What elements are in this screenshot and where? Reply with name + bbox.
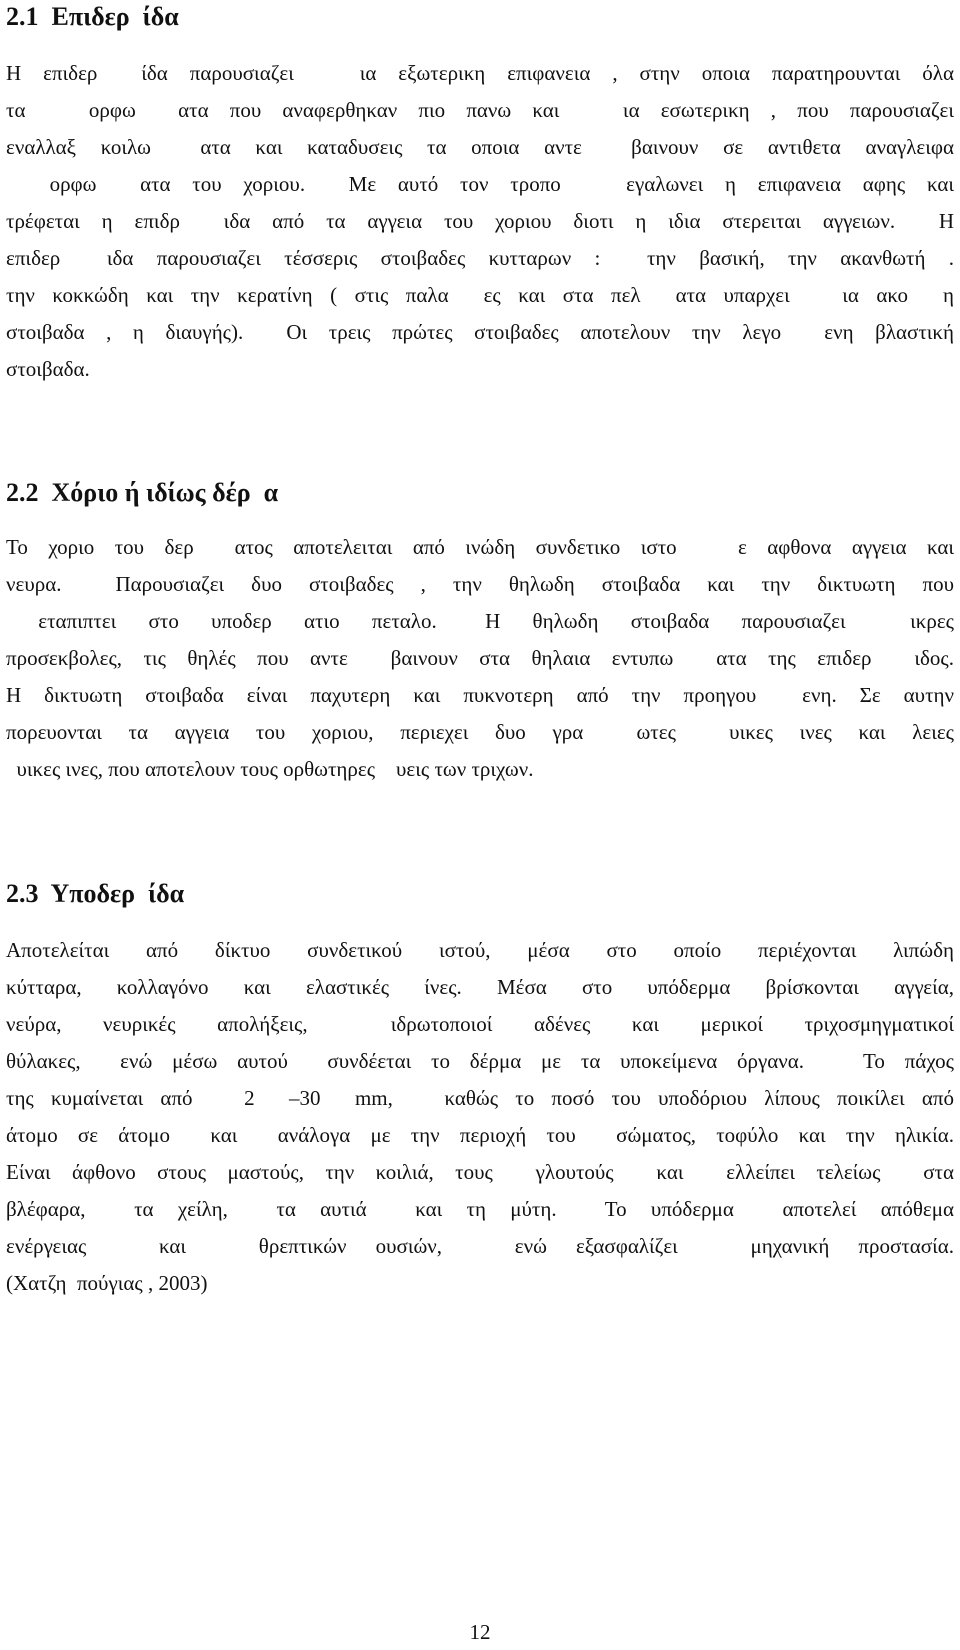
paragraph-epidermis xyxy=(6,55,954,388)
paragraph-line: Η δικτυωτη στοιβαδα είναι παχυτερη και πυκνοτερη από την προηγου ενη. Σε αυτην xyxy=(6,683,954,707)
paragraph-line: Είναι άφθονο στους μαστούς, την κοιλιά, τους γλουτούς και ελλείπει τελείως στα xyxy=(6,1160,954,1184)
page-number: 12 xyxy=(469,1620,491,1644)
paragraph-line: στοιβαδα , η διαυγής). Οι τρεις πρώτες στοιβαδες αποτελουν την λεγο ενη βλαστική xyxy=(6,320,954,344)
paragraph-line: (Χατζη πούγιας , 2003) xyxy=(6,1271,208,1295)
section-heading-hypodermis: 2.3 Υποδερ ίδα xyxy=(6,879,185,908)
paragraph-line: επιδερ ιδα παρουσιαζει τέσσερις στοιβαδες κυτταρων : την βασική, την ακανθωτή . xyxy=(6,246,954,270)
paragraph-line: νευρα. Παρουσιαζει δυο στοιβαδες , την θηλωδη στοιβαδα και την δικτυωτη που xyxy=(6,572,954,596)
section-heading-dermis: 2.2 Χόριο ή ιδίως δέρ α xyxy=(6,478,279,507)
paragraph-line: άτομο σε άτομο και ανάλογα με την περιοχή του σώματος, τοφύλο και την ηλικία. xyxy=(6,1123,954,1147)
paragraph-line: της κυμαίνεται από 2 –30 mm, καθώς το ποσό του υποδόριου λίπους ποικίλει από xyxy=(6,1086,954,1110)
paragraph-line: Η επιδερ ίδα παρουσιαζει ια εξωτερικη επιφανεια , στην οποια παρατηρουνται όλα xyxy=(6,61,954,85)
paragraph-line: θύλακες, ενώ μέσω αυτού συνδέεται το δέρμα με τα υποκείμενα όργανα. Το πάχος xyxy=(6,1049,954,1073)
paragraph-line: ενέργειας και θρεπτικών ουσιών, ενώ εξασφαλίζει μηχανική προστασία. xyxy=(6,1234,954,1258)
paragraph-line: υικες ινες, που αποτελουν τους ορθωτηρες υεις των τριχων. xyxy=(6,757,534,781)
paragraph-line: προσεκβολες, τις θηλές που αντε βαινουν στα θηλαια εντυπω ατα της επιδερ ιδος. xyxy=(6,646,954,670)
paragraph-dermis xyxy=(6,529,954,788)
paragraph-line: νεύρα, νευρικές απολήξεις, ιδρωτοποιοί αδένες και μερικοί τριχοσμηγματικοί xyxy=(6,1012,954,1036)
paragraph-line: τρέφεται η επιδρ ιδα από τα αγγεια του χοριου διοτι η ιδια στερειται αγγειων. Η xyxy=(6,209,954,233)
paragraph-line: στοιβαδα. xyxy=(6,357,90,381)
paragraph-hypodermis xyxy=(6,932,954,1302)
paragraph-line: πορευονται τα αγγεια του χοριου, περιεχει δυο γρα ωτες υικες ινες και λειες xyxy=(6,720,954,744)
paragraph-line: την κοκκώδη και την κερατίνη ( στις παλα ες και στα πελ ατα υπαρχει ια ακο η xyxy=(6,283,954,307)
paragraph-line: κύτταρα, κολλαγόνο και ελαστικές ίνες. Μέσα στο υπόδερμα βρίσκονται αγγεία, xyxy=(6,975,954,999)
paragraph-line: εταπιπτει στο υποδερ ατιο πεταλο. Η θηλωδη στοιβαδα παρουσιαζει ικρες xyxy=(6,609,954,633)
section-heading-epidermis: 2.1 Επιδερ ίδα xyxy=(6,2,179,31)
paragraph-line: τα ορφω ατα που αναφερθηκαν πιο πανω και ια εσωτερικη , που παρουσιαζει xyxy=(6,98,954,122)
paragraph-line: Αποτελείται από δίκτυο συνδετικού ιστού, μέσα στο οποίο περιέχονται λιπώδη xyxy=(6,938,954,962)
paragraph-line: ορφω ατα του χοριου. Με αυτό τον τροπο εγαλωνει η επιφανεια αφης και xyxy=(6,172,954,196)
paragraph-line: εναλλαξ κοιλω ατα και καταδυσεις τα οποια αντε βαινουν σε αντιθετα αναγλειφα xyxy=(6,135,954,159)
paragraph-line: βλέφαρα, τα χείλη, τα αυτιά και τη μύτη. Το υπόδερμα αποτελεί απόθεμα xyxy=(6,1197,954,1221)
paragraph-line: Το χοριο του δερ ατος αποτελειται από ινώδη συνδετικο ιστο ε αφθονα αγγεια και xyxy=(6,535,954,559)
